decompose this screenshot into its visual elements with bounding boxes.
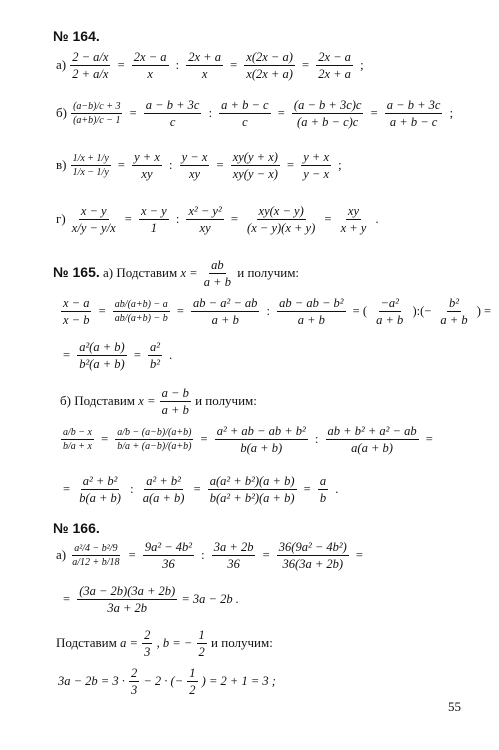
- intro-text: а) Подставим: [103, 264, 178, 280]
- fraction: $\frac{x - y}{1}$: [140, 204, 167, 236]
- problem-164-v: в) $\frac{1/x + 1/y}{1/x - 1/y}$ = $\frac{y + x}{xy}$ : $\frac{y - x}{xy}$ = $\frac{xy(y + x)}{xy(y - x)}$ = $\frac{y + x}{y - x}$ ;: [56, 150, 342, 182]
- fraction: $\frac{x - y}{x/y - y/x}$: [71, 204, 116, 236]
- fraction: $\frac{\text{ab + b² + a² − ab}}{a(a + b)}$: [327, 424, 417, 456]
- fraction: $\frac{2}{3}$: [131, 666, 138, 698]
- fraction: $\frac{a/b - (a-b)/(a+b)}{b/a + (a-b)/(a+b)}$: [117, 426, 192, 453]
- intro-text: и получим:: [237, 264, 300, 280]
- fraction: $\frac{xy(x - y)}{(x - y)(x + y)}$: [247, 204, 316, 236]
- fraction: $\frac{2 - a/x}{2 + a/x}$: [72, 50, 109, 82]
- final-text: 3a − 2b = 3 ·: [58, 673, 125, 688]
- fraction: $\frac{\text{x² − y²}}{xy}$: [188, 204, 222, 236]
- problem-166-line2: = $\frac{(3a - 2b)(3a + 2b)}{3a + 2b}$ = 3a − 2b .: [63, 584, 239, 616]
- fraction: $\frac{ab/(a+b) - a}{ab/(a+b) - b}$: [114, 298, 168, 325]
- fraction: $\frac{ab}{a + b}$: [203, 258, 231, 290]
- fraction: $\frac{1}{2}$: [198, 628, 205, 660]
- problem-165-intro-a: [53, 258, 299, 290]
- fraction: $\frac{a + b - c}{c}$: [221, 98, 269, 130]
- fraction: $\frac{a - b + 3c}{a + b - c}$: [386, 98, 441, 130]
- part-label: а): [56, 546, 67, 562]
- part-label: г): [56, 210, 66, 226]
- fraction: $\frac{\text{a(a² + b²)(a + b)}}{\text{b(a² + b²)(a + b)}}$: [209, 474, 295, 506]
- fraction: $\frac{a - b}{a + b}$: [161, 386, 189, 418]
- page-number: 55: [448, 699, 461, 714]
- intro-text: и получим:: [195, 392, 257, 408]
- problem-166-subst: [56, 628, 273, 660]
- problem-165-b-line1: $\frac{a/b - x}{b/a + x}$ = $\frac{a/b - (a-b)/(a+b)}{b/a + (a-b)/(a+b)}$ = $\frac{\text{a² + ab − ab + b²}}{b(a + b)}$ : $\frac{\text{ab + b² + a² − ab}}{a(a + b)}$ =: [63, 424, 433, 456]
- fraction: $\frac{y - x}{xy}$: [181, 150, 208, 182]
- problem-166-line1: а) $\frac{\text{a²/4 − b²/9}}{a/12 + b/18}$ = $\frac{\text{9a² − 4b²}}{36}$ : $\frac{3a + 2b}{36}$ = $\frac{\text{36(9a² − 4b²)}}{36(3a + 2b)}$ =: [56, 540, 363, 572]
- problem-164-a: а) $\frac{2 - a/x}{2 + a/x}$ = $\frac{2x - a}{x}$ : $\frac{2x + a}{x}$ = $\frac{x(2x - a)}{x(2x + a)}$ = $\frac{2x - a}{2x + a}$ ;: [56, 50, 364, 82]
- fraction: $\frac{xy}{x + y}$: [340, 204, 367, 236]
- result-text: = 3a − 2b .: [181, 591, 239, 606]
- fraction: $\frac{\text{36(9a² − 4b²)}}{36(3a + 2b)}$: [278, 540, 347, 572]
- fraction: $\frac{\text{a²/4 − b²/9}}{a/12 + b/18}$: [72, 542, 120, 569]
- fraction: $\frac{\text{a² + b²}}{b(a + b)}$: [79, 474, 121, 506]
- part-label: а): [56, 56, 67, 72]
- fraction: $\frac{2x - a}{x}$: [133, 50, 167, 82]
- fraction: $\frac{2x - a}{2x + a}$: [318, 50, 351, 82]
- fraction: $\frac{\text{ab − a² − ab}}{a + b}$: [193, 296, 258, 328]
- problem-164-g: г) $\frac{x - y}{x/y - y/x}$ = $\frac{x - y}{1}$ : $\frac{\text{x² − y²}}{xy}$ = $\frac{xy(x - y)}{(x - y)(x + y)}$ = $\frac{xy}{x + y}$ .: [56, 204, 379, 236]
- problem-165-b-line2: = $\frac{\text{a² + b²}}{b(a + b)}$ : $\frac{\text{a² + b²}}{a(a + b)}$ = $\frac{\text{a(a² + b²)(a + b)}}{\text{b(a² + b²)(a + b)}}$ = $\frac{a}{b}$ .: [63, 474, 339, 506]
- fraction: $\frac{\text{a²}}{\text{b²}}$: [150, 340, 161, 372]
- problem-166-final: [58, 666, 276, 698]
- fraction: $\frac{1/x + 1/y}{1/x - 1/y}$: [72, 152, 109, 179]
- fraction: $\frac{1}{2}$: [189, 666, 196, 698]
- fraction: $\frac{3a + 2b}{36}$: [213, 540, 254, 572]
- substitution-var: a =: [120, 635, 138, 650]
- intro-text: и получим:: [211, 634, 273, 650]
- problem-165-title: № 165.: [53, 263, 100, 280]
- fraction: $\frac{x - a}{x - b}$: [63, 296, 90, 328]
- fraction: $\frac{y + x}{xy}$: [134, 150, 160, 182]
- final-text: − 2 · (−: [143, 673, 184, 688]
- problem-166-title: № 166.: [53, 520, 100, 536]
- intro-text: б) Подставим: [60, 392, 136, 408]
- fraction: $\frac{\text{9a² − 4b²}}{36}$: [144, 540, 193, 572]
- fraction: $\frac{\text{a² + ab − ab + b²}}{b(a + b)}$: [216, 424, 306, 456]
- fraction: $\frac{\text{−a²}}{a + b}$: [376, 296, 404, 328]
- substitution-var: x =: [138, 393, 156, 408]
- problem-164-title: № 164.: [53, 28, 100, 44]
- fraction: $\frac{(a-b)/c + 3}{(a+b)/c - 1}$: [73, 100, 121, 127]
- fraction: $\frac{\text{ab − ab − b²}}{a + b}$: [279, 296, 344, 328]
- fraction: $\frac{x(2x - a)}{x(2x + a)}$: [246, 50, 293, 82]
- final-text: ) = 2 + 1 = 3 ;: [201, 673, 276, 688]
- part-label: в): [56, 156, 67, 172]
- fraction: $\frac{(3a - 2b)(3a + 2b)}{3a + 2b}$: [79, 584, 176, 616]
- fraction: $\frac{\text{b²}}{a + b}$: [440, 296, 468, 328]
- substitution-var: , b = −: [156, 635, 193, 650]
- fraction: $\frac{2x + a}{x}$: [188, 50, 221, 82]
- intro-text: Подставим: [56, 634, 117, 650]
- substitution-var: x =: [180, 265, 198, 280]
- problem-165-a-line2: = $\frac{\text{a²(a + b)}}{\text{b²(a + b)}}$ = $\frac{\text{a²}}{\text{b²}}$ .: [63, 340, 173, 372]
- fraction: $\frac{a/b - x}{b/a + x}$: [63, 426, 92, 453]
- fraction: $\frac{a - b + 3c}{c}$: [145, 98, 200, 130]
- problem-165-intro-b: [60, 386, 257, 418]
- fraction: $\frac{(a - b + 3c)c}{(a + b - c)c}$: [293, 98, 362, 130]
- fraction: $\frac{2}{3}$: [144, 628, 151, 660]
- problem-164-b: б) $\frac{(a-b)/c + 3}{(a+b)/c - 1}$ = $\frac{a - b + 3c}{c}$ : $\frac{a + b - c}{c}$ = $\frac{(a - b + 3c)c}{(a + b - c)c}$ = $\frac{a - b + 3c}{a + b - c}$ ;: [56, 98, 454, 130]
- problem-165-a-line1: $\frac{x - a}{x - b}$ = $\frac{ab/(a+b) - a}{ab/(a+b) - b}$ = $\frac{\text{ab − a² − ab}}{a + b}$ : $\frac{\text{ab − ab − b²}}{a + b}$ = ( $\frac{\text{−a²}}{a + b}$ ):(− $\frac{\text{b²}}{a + b}$ ) =: [63, 296, 492, 328]
- fraction: $\frac{xy(y + x)}{xy(y - x)}$: [232, 150, 278, 182]
- fraction: $\frac{\text{a² + b²}}{a(a + b)}$: [142, 474, 185, 506]
- fraction: $\frac{a}{b}$: [319, 474, 327, 506]
- part-label: б): [56, 104, 67, 120]
- fraction: $\frac{\text{a²(a + b)}}{\text{b²(a + b)}}$: [79, 340, 125, 372]
- fraction: $\frac{y + x}{y - x}$: [303, 150, 329, 182]
